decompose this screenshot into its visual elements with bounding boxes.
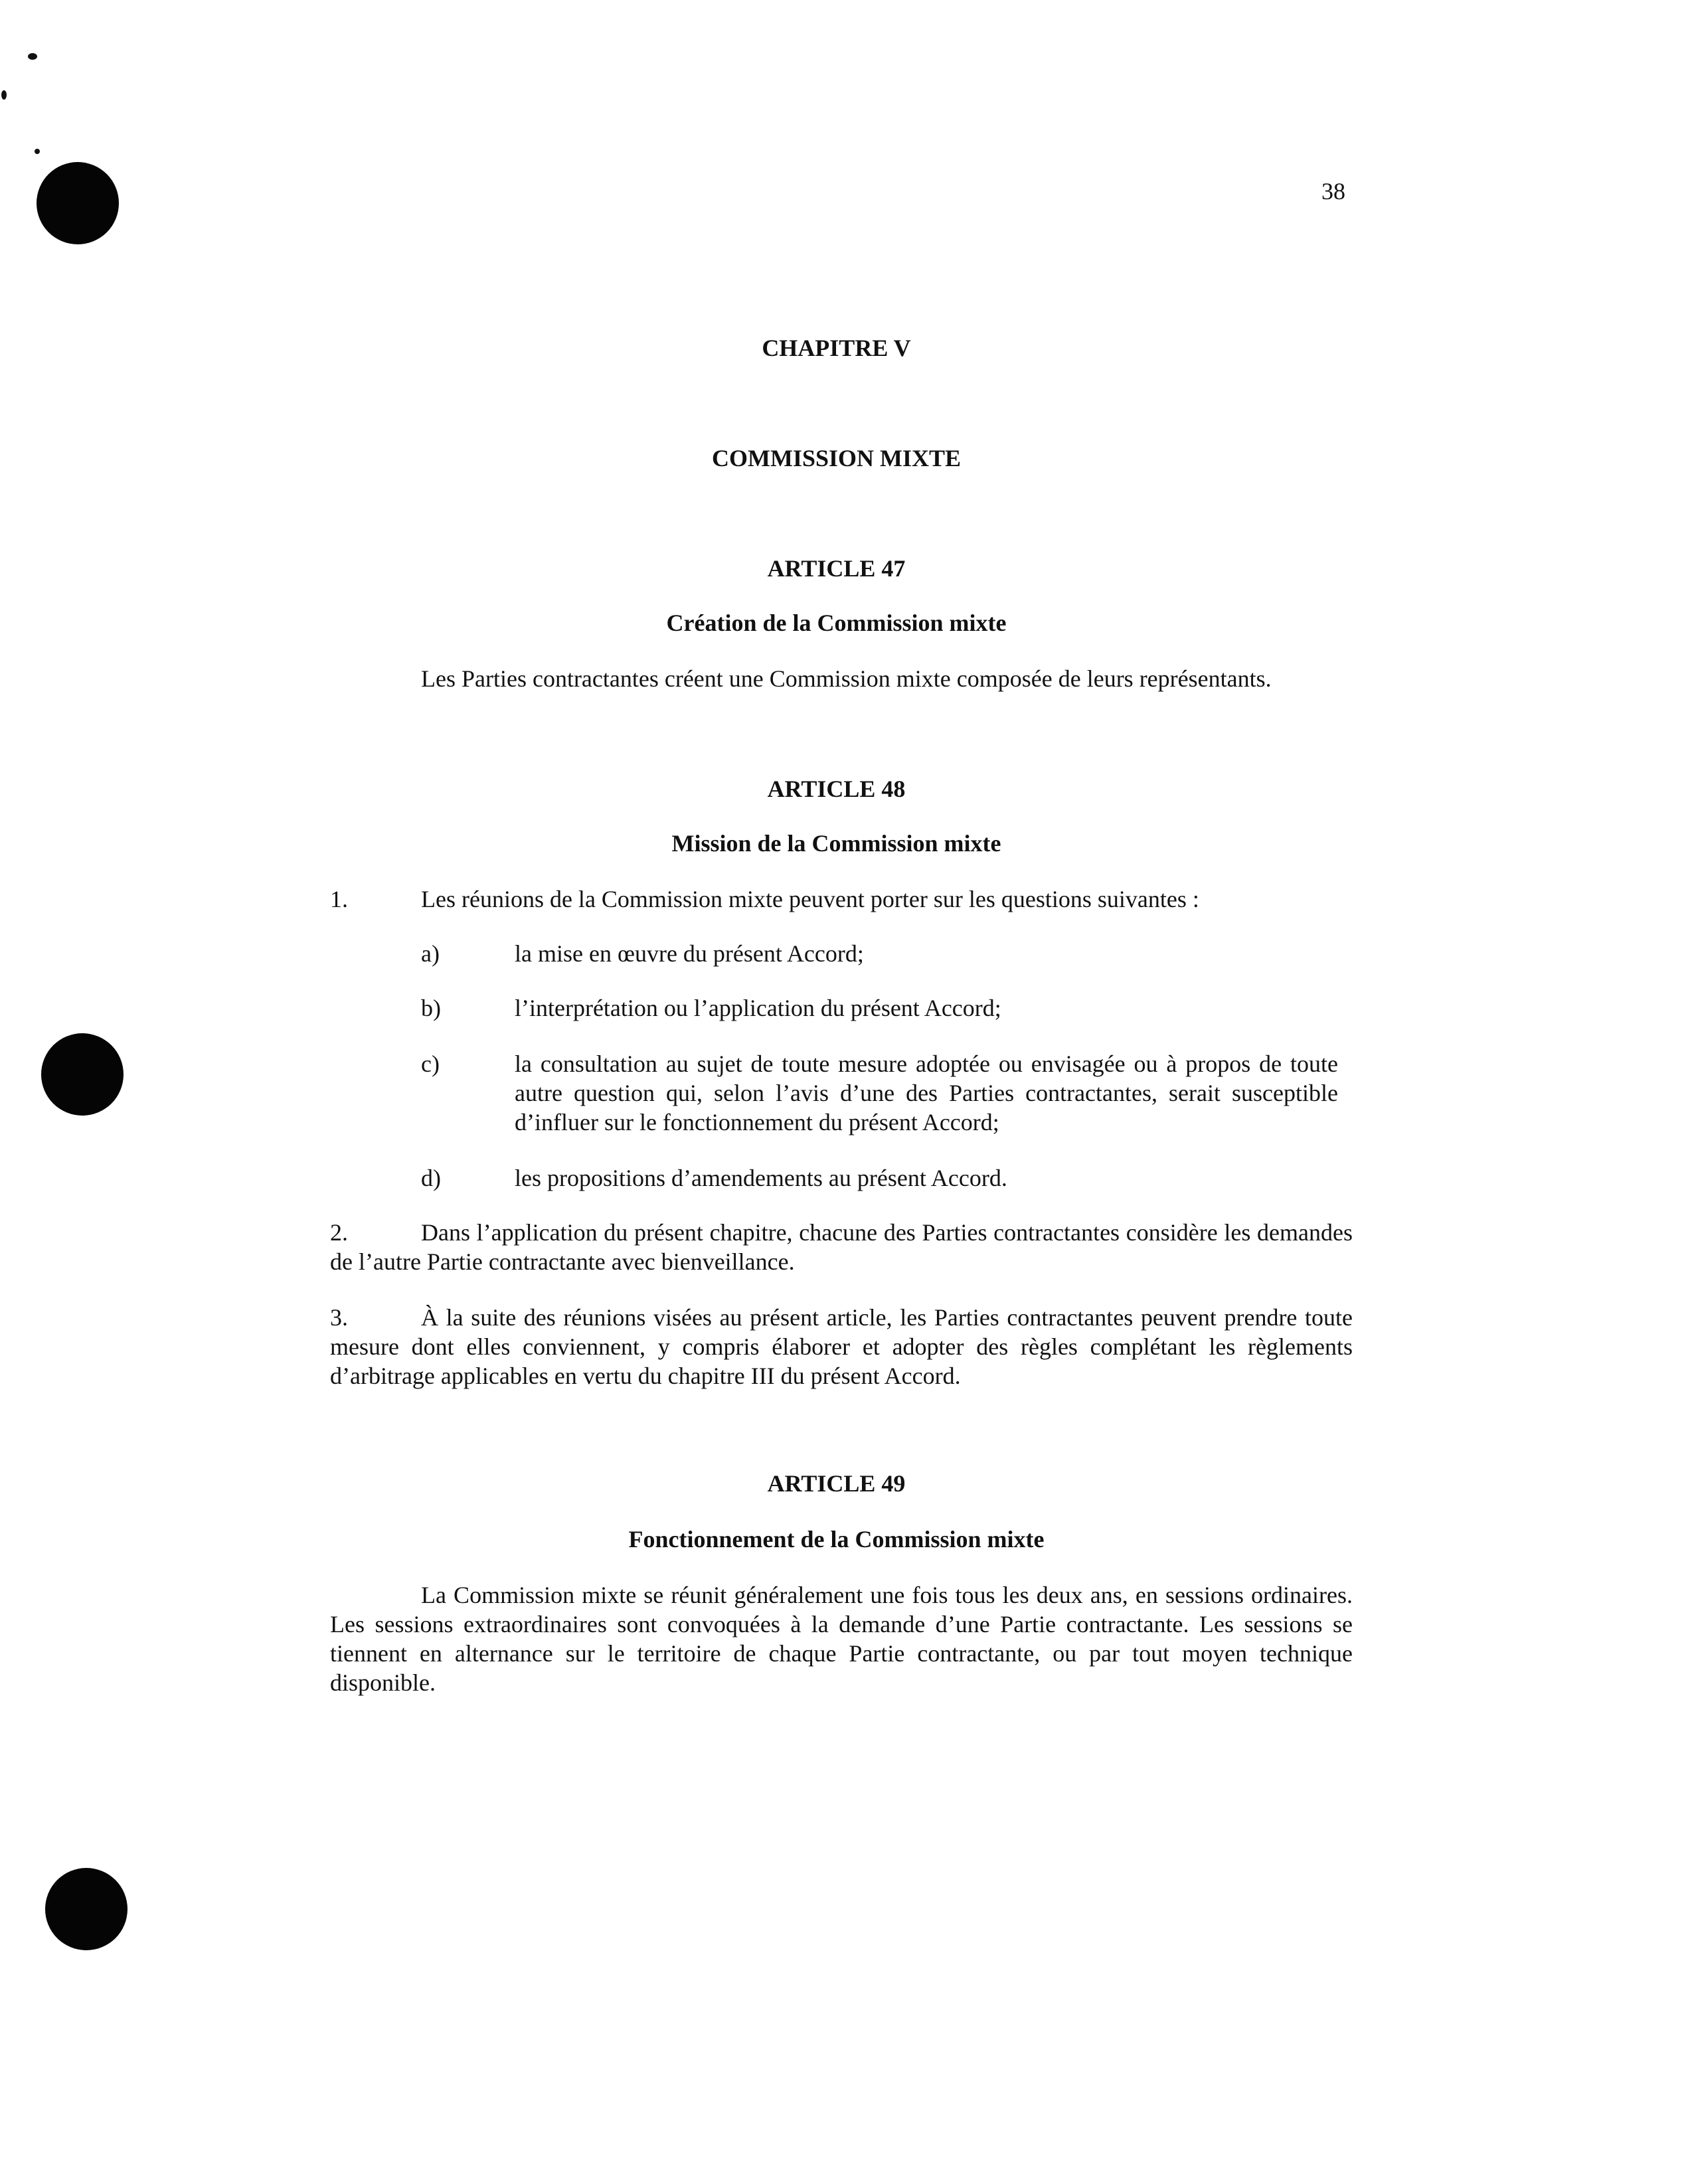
article-49-title: Fonctionnement de la Commission mixte (628, 1526, 1045, 1553)
article-48-title: Mission de la Commission mixte (671, 830, 1001, 857)
article-heading (0, 774, 1686, 803)
chapter-title-text: CHAPITRE V (762, 335, 911, 361)
paragraph-text: À la suite des réunions visées au présent article, les Parties contractantes peuvent prendre toute mesure dont elles conviennent, y compris élaborer et adopter des règles complétant les règlements d’arbitrage applicables en vertu du chapitre III du présent Accord. (330, 1304, 1353, 1389)
punch-hole-bottom (45, 1868, 127, 1950)
list-item-text: l’interprétation ou l’application du présent Accord; (515, 995, 1001, 1021)
paragraph-text: Dans l’application du présent chapitre, chacune des Parties contractantes considère les demandes de l’autre Partie contractante avec bienveillance. (330, 1219, 1353, 1275)
paragraph-text: Les réunions de la Commission mixte peuvent porter sur les questions suivantes : (421, 886, 1199, 912)
article-title (0, 829, 1686, 858)
article-49-body: La Commission mixte se réunit généralement une fois tous les deux ans, en sessions ordinaires. Les sessions extraordinaires sont convoquées à la demande d’une Partie contractante. Les sessions se tiennent en alternance sur le territoire de chaque Partie contractante, ou par tout moyen technique disponible. (330, 1582, 1353, 1696)
list-item-letter: d) (421, 1165, 441, 1191)
list-item-text: les propositions d’amendements au présent Accord. (515, 1165, 1007, 1191)
chapter-title (0, 333, 1686, 363)
paragraph-number: 1. (330, 886, 348, 912)
article-title (0, 1525, 1686, 1554)
article-49-heading: ARTICLE 49 (767, 1470, 906, 1497)
article-48-heading: ARTICLE 48 (767, 776, 906, 802)
article-48-paragraph-2 (330, 1218, 1353, 1276)
list-item-letter: a) (421, 940, 440, 967)
chapter-subtitle-text: COMMISSION MIXTE (711, 445, 962, 471)
punch-hole-top (37, 162, 119, 244)
list-item-letter: b) (421, 995, 441, 1021)
article-heading (0, 1469, 1686, 1498)
list-item-text: la mise en œuvre du présent Accord; (515, 940, 864, 967)
chapter-subtitle (0, 444, 1686, 473)
paragraph-number: 2. (330, 1219, 348, 1246)
article-48-paragraph-1 (330, 884, 1353, 914)
scan-speck (35, 149, 40, 154)
article-48-paragraph-3 (330, 1303, 1353, 1390)
scan-speck (28, 53, 37, 60)
article-title (0, 608, 1686, 637)
article-heading (0, 554, 1686, 583)
scan-speck (1, 90, 7, 100)
article-47-title: Création de la Commission mixte (666, 610, 1007, 636)
paragraph-number: 3. (330, 1304, 348, 1331)
page-number: 38 (1321, 178, 1345, 205)
article-47-heading: ARTICLE 47 (767, 555, 906, 582)
punch-hole-middle (41, 1033, 124, 1116)
article-47-body: Les Parties contractantes créent une Commission mixte composée de leurs représentants. (421, 665, 1272, 692)
list-item-letter: c) (421, 1050, 440, 1077)
list-item-text: la consultation au sujet de toute mesure adoptée ou envisagée ou à propos de toute autre question qui, selon l’avis d’une des Parties contractantes, serait susceptible d’influer sur le fonctionnement du présent Accord; (515, 1050, 1338, 1135)
